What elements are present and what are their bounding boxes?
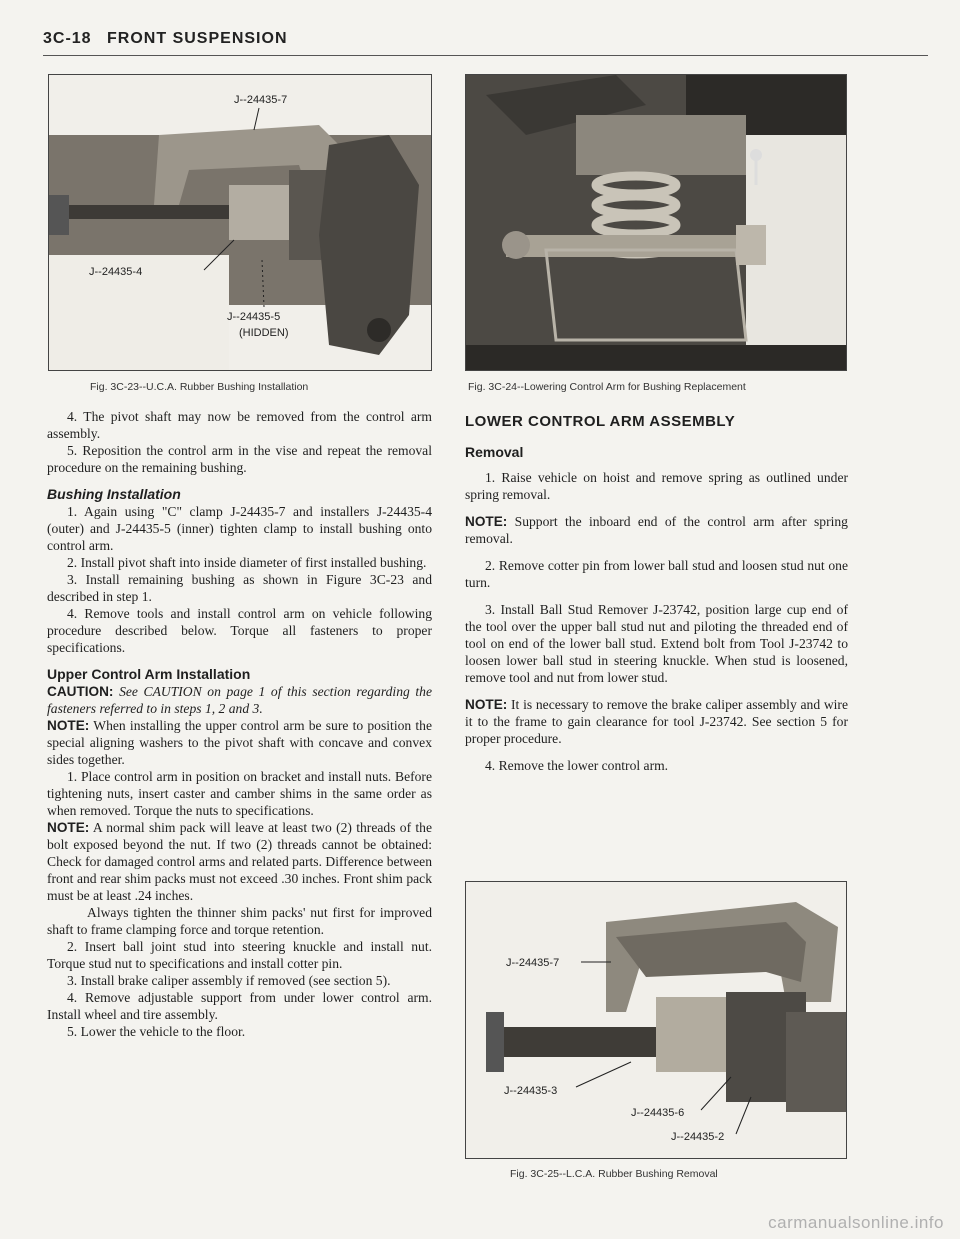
caution-text: See CAUTION on page 1 of this section regarding the fasteners referred to in steps 1, 2 and 3. (47, 684, 432, 716)
caution-label: CAUTION: (47, 684, 114, 699)
note-support-inboard (465, 513, 848, 547)
figure-3c-23 (48, 74, 432, 371)
upper-step-2: 2. Insert ball joint stud into steering knuckle and install nut. Torque stud nut to specifications and install cotter pin. (47, 939, 432, 971)
upper-step-4: 4. Remove adjustable support from under lower control arm. Install wheel and tire assembly. (47, 990, 432, 1022)
heading-upper-control-arm-installation: Upper Control Arm Installation (47, 666, 251, 682)
fig25-label-clamp: J--24435-7 (506, 957, 560, 969)
figure-3c-24-caption: Fig. 3C-24--Lowering Control Arm for Bushing Replacement (468, 381, 746, 393)
removal-step-1: 1. Raise vehicle on hoist and remove spring as outlined under spring removal. (465, 470, 848, 502)
note-aligning-washers (47, 717, 432, 768)
bushing-step-2: 2. Install pivot shaft into inside diameter of first installed bushing. (67, 555, 427, 570)
note-text: Support the inboard end of the control arm after spring removal. (465, 514, 848, 546)
note-label: NOTE: (47, 820, 90, 835)
note-text: A normal shim pack will leave at least two (2) threads of the bolt exposed beyond the nut. If two (2) threads cannot be obtained: Check for damaged control arms and related parts. Difference between front and rear shim packs must not exceed .30 inches. Front shim pack must be at least .24 inches. (47, 820, 432, 903)
right-column (465, 413, 848, 774)
fig23-label-clamp: J--24435-7 (234, 94, 288, 106)
note-shim-tighten: Always tighten the thinner shim packs' nut first for improved shaft to frame clamping force and torque retention. (47, 905, 432, 937)
note-shim-pack (47, 819, 432, 904)
note-label: NOTE: (465, 697, 508, 712)
fig23-label-outer-installer: J--24435-4 (89, 266, 143, 278)
heading-lower-control-arm-assembly: LOWER CONTROL ARM ASSEMBLY (465, 413, 736, 430)
figure-3c-23-caption: Fig. 3C-23--U.C.A. Rubber Bushing Installation (90, 381, 309, 393)
page-header (43, 30, 298, 48)
fig23-label-hidden: (HIDDEN) (239, 327, 289, 339)
figure-3c-25-caption: Fig. 3C-25--L.C.A. Rubber Bushing Removal (510, 1168, 718, 1180)
figure-3c-25 (465, 881, 847, 1159)
removal-step-4: 4. Remove the lower control arm. (485, 758, 669, 773)
page-number: 3C-18 (43, 30, 92, 47)
heading-removal: Removal (465, 444, 524, 460)
bushing-step-4: 4. Remove tools and install control arm on vehicle following procedure described below. Torque all fasteners to proper specifications. (47, 606, 432, 655)
note-text: When installing the upper control arm be sure to position the special aligning washers to the pivot shaft with concave and convex sides together. (47, 718, 432, 767)
step-pivot-removed: 4. The pivot shaft may now be removed from the control arm assembly. (47, 409, 432, 441)
fig23-label-inner-installer: J--24435-5 (227, 311, 281, 323)
bushing-step-3: 3. Install remaining bushing as shown in Figure 3C-23 and described in step 1. (47, 572, 432, 604)
fig25-label-spacer: J--24435-2 (671, 1131, 725, 1143)
left-column (47, 408, 432, 1040)
upper-step-3: 3. Install brake caliper assembly if removed (see section 5). (67, 973, 391, 988)
note-label: NOTE: (465, 514, 508, 529)
fig25-label-remover: J--24435-3 (504, 1085, 558, 1097)
removal-step-3: 3. Install Ball Stud Remover J-23742, position large cup end of the tool over the upper ball stud nut and piloting the threaded end of tool on end of the lower ball stud. Extend bolt from Tool J-23742 to loosen lower ball stud in steering knuckle. When stud is loosened, remove tool and nut from lower stud. (465, 602, 848, 685)
bushing-step-1: 1. Again using "C" clamp J-24435-7 and installers J-24435-4 (outer) and J-24435-5 (inner) tighten clamp to install bushing onto control arm. (47, 504, 432, 553)
upper-step-5: 5. Lower the vehicle to the floor. (67, 1024, 246, 1039)
step-reposition-arm: 5. Reposition the control arm in the vise and repeat the removal procedure on the remaining bushing. (47, 443, 432, 475)
caution-block (47, 683, 432, 717)
heading-bushing-installation: Bushing Installation (47, 486, 181, 502)
upper-step-1: 1. Place control arm in position on bracket and install nuts. Before tightening nuts, insert caster and camber shims in the same order as when removed. Torque the nuts to specifications. (47, 769, 432, 818)
fig25-label-receiver: J--24435-6 (631, 1107, 685, 1119)
note-brake-caliper (465, 696, 848, 747)
removal-step-2: 2. Remove cotter pin from lower ball stud and loosen stud nut one turn. (465, 558, 848, 590)
header-rule (43, 55, 928, 56)
note-label: NOTE: (47, 718, 90, 733)
note-text: It is necessary to remove the brake caliper assembly and wire it to the frame to gain clearance for tool J-23742. See section 5 for proper procedure. (465, 697, 848, 746)
figure-3c-24 (465, 74, 847, 371)
section-title: FRONT SUSPENSION (107, 30, 288, 47)
watermark: carmanualsonline.info (768, 1213, 944, 1232)
